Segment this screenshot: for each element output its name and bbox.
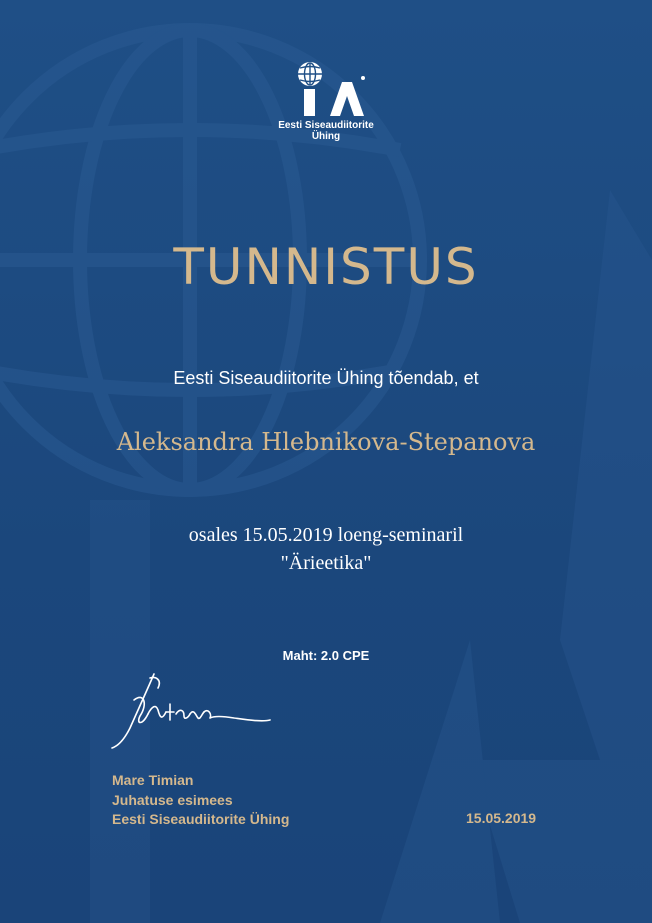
- cpe-volume: Maht: 2.0 CPE: [282, 648, 370, 663]
- event-line-1: osales 15.05.2019 loeng-seminaril: [188, 524, 464, 546]
- handwritten-signature: [104, 670, 274, 750]
- iia-logo-mark: [286, 60, 366, 118]
- event-description: [0, 521, 652, 577]
- signer-organization: Eesti Siseaudiitorite Ühing: [112, 811, 290, 827]
- certificate-title: TUNNISTUS: [173, 238, 479, 296]
- event-line-2: "Ärieetika": [280, 552, 372, 574]
- signer-block: [112, 771, 289, 830]
- recipient-name: Aleksandra Hlebnikova-Stepanova: [116, 428, 536, 456]
- logo-org-line1: Eesti Siseaudiitorite: [278, 120, 374, 131]
- signer-name: Mare Timian: [112, 772, 194, 788]
- certificate-date: 15.05.2019: [466, 810, 537, 826]
- logo-org-line2: Ühing: [311, 131, 341, 142]
- signer-position: Juhatuse esimees: [112, 791, 233, 808]
- certificate-intro: Eesti Siseaudiitorite Ühing tõendab, et: [173, 368, 479, 388]
- iia-logo: [276, 60, 376, 142]
